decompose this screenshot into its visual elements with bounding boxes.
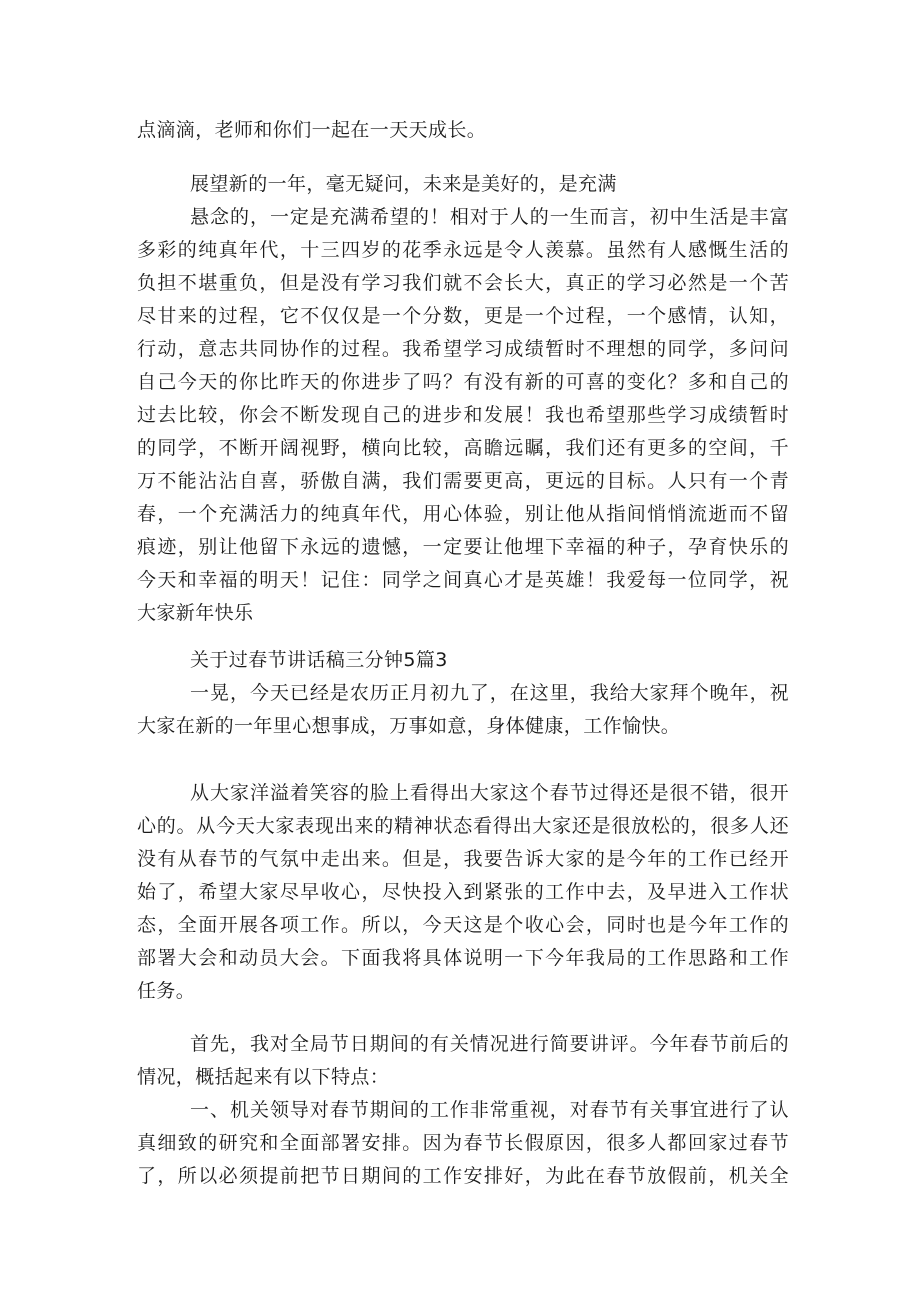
text-line: 大家新年快乐 — [137, 602, 254, 624]
text-line: 态，全面开展各项工作。所以，今天这是个收心会，同时也是今年工作的 — [137, 914, 789, 936]
text-line: 多彩的纯真年代，十三四岁的花季永远是令人羡慕。虽然有人感慨生活的 — [137, 239, 789, 261]
text-line: 的同学，不断开阔视野，横向比较，高瞻远瞩，我们还有更多的空间，千 — [137, 437, 789, 459]
text-line: 大家在新的一年里心想事成，万事如意，身体健康，工作愉快。 — [137, 715, 681, 737]
text-line: 心的。从今天大家表现出来的精神状态看得出大家还是很放松的，很多人还 — [137, 815, 789, 837]
text-line: 情况，概括起来有以下特点： — [137, 1066, 390, 1088]
text-line: 部署大会和动员大会。下面我将具体说明一下今年我局的工作思路和工作 — [137, 947, 789, 969]
text-line: 悬念的，一定是充满希望的！相对于人的一生而言，初中生活是丰富 — [190, 206, 789, 228]
text-line: 任务。 — [137, 980, 196, 1002]
text-line: 春，一个充满活力的纯真年代，用心体验，别让他从指间悄悄流逝而不留 — [137, 503, 789, 525]
text-line: 今天和幸福的明天！记住：同学之间真心才是英雄！我爱每一位同学，祝 — [137, 569, 789, 591]
text-line: 始了，希望大家尽早收心，尽快投入到紧张的工作中去，及早进入工作状 — [137, 881, 789, 903]
text-line: 行动，意志共同协作的过程。我希望学习成绩暂时不理想的同学，多问问 — [137, 338, 789, 360]
text-line: 真细致的研究和全面部署安排。因为春节长假原因，很多人都回家过春节 — [137, 1132, 789, 1154]
text-line: 一、机关领导对春节期间的工作非常重视，对春节有关事宜进行了认 — [190, 1099, 789, 1121]
text-line: 痕迹，别让他留下永远的遗憾，一定要让他埋下幸福的种子，孕育快乐的 — [137, 536, 789, 558]
text-line: 一晃，今天已经是农历正月初九了，在这里，我给大家拜个晚年，祝 — [190, 682, 789, 704]
text-line: 首先，我对全局节日期间的有关情况进行简要讲评。今年春节前后的 — [190, 1033, 789, 1055]
text-line: 自己今天的你比昨天的你进步了吗？有没有新的可喜的变化？多和自己的 — [137, 371, 789, 393]
text-line: 展望新的一年，毫无疑问，未来是美好的，是充满 — [190, 173, 617, 195]
text-line: 尽甘来的过程，它不仅仅是一个分数，更是一个过程，一个感情，认知， — [137, 305, 789, 327]
section-heading: 关于过春节讲话稿三分钟5篇3 — [190, 649, 448, 671]
text-line: 万不能沾沾自喜，骄傲自满，我们需要更高，更远的目标。人只有一个青 — [137, 470, 789, 492]
text-line: 了，所以必须提前把节日期间的工作安排好，为此在春节放假前，机关全 — [137, 1165, 789, 1187]
text-line: 从大家洋溢着笑容的脸上看得出大家这个春节过得还是很不错，很开 — [190, 782, 789, 804]
text-line: 点滴滴，老师和你们一起在一天天成长。 — [137, 119, 487, 141]
text-line: 过去比较，你会不断发现自己的进步和发展！我也希望那些学习成绩暂时 — [137, 404, 789, 426]
text-line: 负担不堪重负，但是没有学习我们就不会长大，真正的学习必然是一个苦 — [137, 272, 789, 294]
text-line: 没有从春节的气氛中走出来。但是，我要告诉大家的是今年的工作已经开 — [137, 848, 789, 870]
